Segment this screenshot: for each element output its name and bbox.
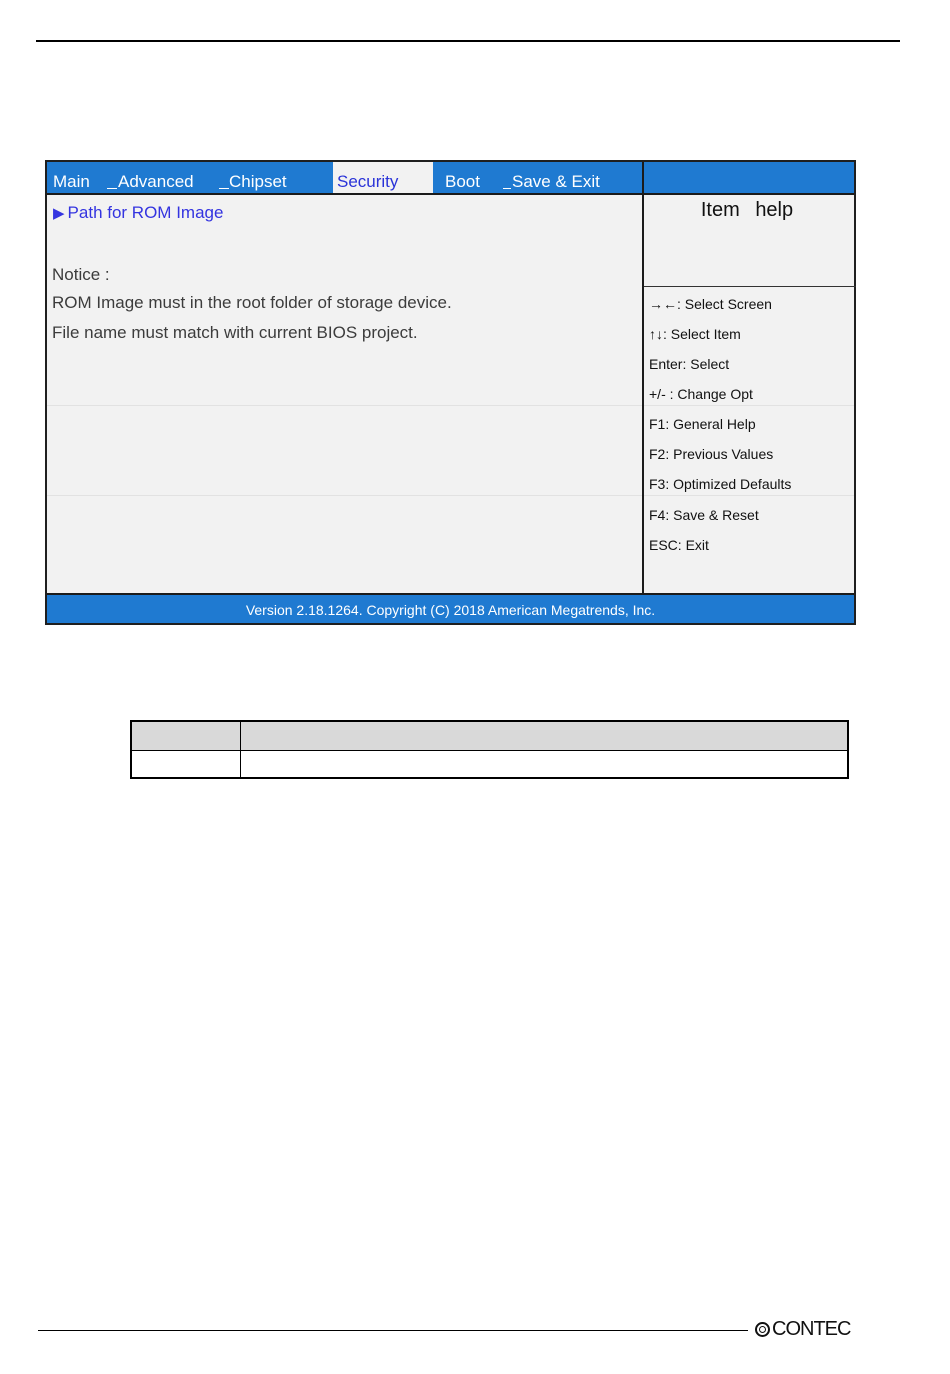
key-hint: Enter: Select bbox=[649, 356, 730, 372]
path-for-rom-image-item[interactable] bbox=[53, 203, 223, 223]
bios-footer: Version 2.18.1264. Copyright (C) 2018 American Megatrends, Inc. bbox=[47, 593, 854, 623]
tab-boot[interactable]: Boot bbox=[445, 172, 480, 191]
item-label: Path for ROM Image bbox=[67, 203, 224, 222]
tab-save-exit[interactable]: Save & Exit bbox=[512, 172, 600, 191]
tab-chipset[interactable]: Chipset bbox=[229, 172, 287, 191]
settings-pane bbox=[47, 195, 642, 593]
table-column-divider bbox=[240, 722, 241, 777]
key-hint: F1: General Help bbox=[649, 416, 756, 432]
pane-divider bbox=[47, 495, 642, 496]
bios-setup-screen bbox=[45, 160, 856, 625]
tab-security[interactable]: Security bbox=[333, 162, 433, 193]
key-hint: F4: Save & Reset bbox=[649, 507, 759, 523]
tab-main[interactable]: Main bbox=[53, 172, 90, 191]
settings-table bbox=[130, 720, 849, 779]
notice-title: Notice : bbox=[52, 265, 110, 284]
help-pane-divider bbox=[644, 495, 854, 496]
notice-text: ROM Image must in the root folder of storage device. bbox=[52, 293, 452, 312]
bios-menu-bar bbox=[47, 162, 854, 195]
help-pane-divider bbox=[644, 405, 854, 406]
key-hint: →←: Select Screen bbox=[649, 296, 772, 312]
item-help-title: Item help bbox=[700, 199, 794, 221]
contec-logo bbox=[755, 1318, 850, 1341]
key-hint: ESC: Exit bbox=[649, 537, 709, 553]
submenu-arrow-icon: ▶ bbox=[53, 205, 65, 222]
key-hint: +/- : Change Opt bbox=[649, 386, 753, 402]
logo-text: CONTEC bbox=[772, 1318, 851, 1340]
key-hint: ↑↓: Select Item bbox=[649, 326, 741, 342]
footer-rule bbox=[38, 1330, 748, 1331]
tab-advanced[interactable]: Advanced bbox=[118, 172, 194, 191]
notice-text: File name must match with current BIOS project. bbox=[52, 323, 418, 342]
key-hint: F3: Optimized Defaults bbox=[649, 476, 792, 492]
menu-bar-divider bbox=[642, 162, 644, 195]
help-pane bbox=[642, 195, 854, 593]
help-divider bbox=[644, 286, 856, 287]
header-rule bbox=[36, 40, 900, 42]
contec-logo-mark-icon bbox=[755, 1322, 770, 1337]
pane-divider bbox=[47, 405, 642, 406]
key-hint: F2: Previous Values bbox=[649, 446, 774, 462]
